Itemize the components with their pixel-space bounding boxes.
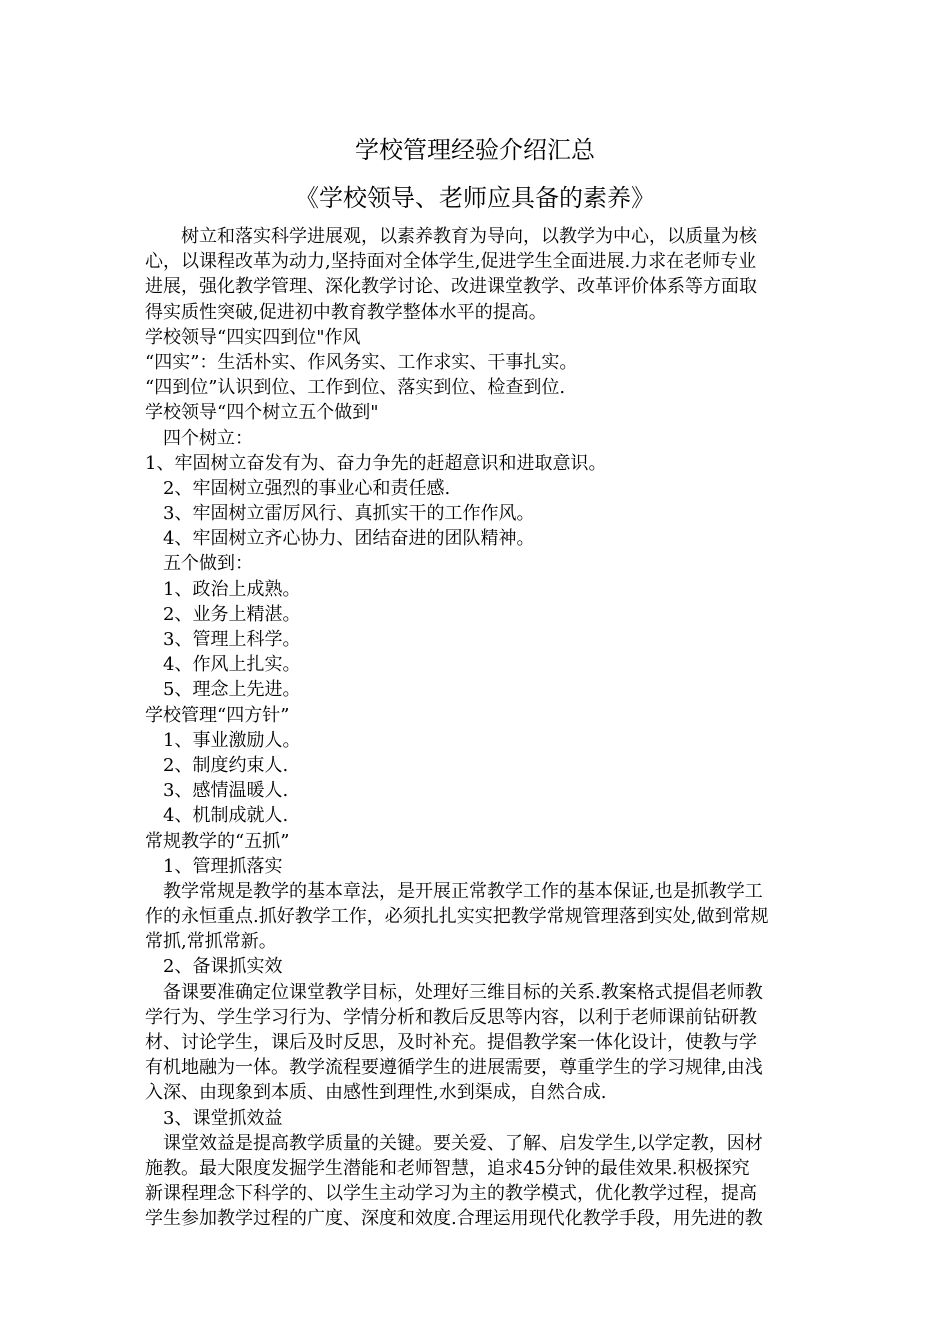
text-line: 3、牢固树立雷厉风行、真抓实干的工作作风。 (163, 503, 535, 525)
text-line: 2、业务上精湛。 (163, 603, 301, 625)
text-line: 有机地融为一体。教学流程要遵循学生的进展需要，尊重学生的学习规律,由浅 (145, 1057, 763, 1079)
text-line: 课堂效益是提高教学质量的关键。要关爱、了解、启发学生,以学定教，因材 (163, 1132, 763, 1154)
text-line: 学校管理“四方针” (145, 704, 290, 726)
document-subtitle: 《学校领导、老师应具备的素养》 (295, 184, 655, 212)
text-line: 进展，强化教学管理、深化教学讨论、改进课堂教学、改革评价体系等方面取 (145, 276, 757, 298)
text-line: 常抓,常抓常新。 (145, 931, 277, 953)
text-line: 4、机制成就人. (163, 805, 289, 827)
text-line: “四到位”认识到位、工作到位、落实到位、检查到位. (145, 377, 566, 399)
text-line: 作的永恒重点.抓好教学工作，必须扎扎实实把教学常规管理落到实处,做到常规 (145, 906, 769, 928)
text-line: 常规教学的“五抓” (145, 830, 290, 852)
text-line: 学校领导“四实四到位"作风 (145, 326, 361, 348)
text-line: 心，以课程改革为动力,坚持面对全体学生,促进学生全面进展.力求在老师专业 (145, 251, 757, 273)
text-line: 2、制度约束人. (163, 754, 289, 776)
text-line: 五个做到： (163, 553, 253, 575)
text-line: 树立和落实科学进展观，以素养教育为导向，以教学为中心，以质量为核 (181, 226, 757, 247)
text-line: 学行为、学生学习行为、学情分析和教后反思等内容，以利于老师课前钻研教 (145, 1006, 757, 1028)
text-line: 3、感情温暖人. (163, 780, 289, 802)
text-line: 备课要准确定位课堂教学目标，处理好三维目标的关系.教案格式提倡老师教 (163, 981, 763, 1003)
text-line: 1、事业激励人。 (163, 729, 301, 751)
text-line: 教学常规是教学的基本章法，是开展正常教学工作的基本保证,也是抓教学工 (163, 880, 763, 902)
text-line: 施教。最大限度发掘学生潜能和老师智慧，追求45分钟的最佳效果.积极探究 (145, 1157, 750, 1179)
text-line: 3、管理上科学。 (163, 629, 301, 650)
document-title: 学校管理经验介绍汇总 (355, 136, 595, 164)
text-line: 1、政治上成熟。 (163, 578, 301, 600)
text-line: 得实质性突破,促进初中教育教学整体水平的提高。 (145, 301, 547, 323)
text-line: 新课程理念下科学的、以学生主动学习为主的教学模式，优化教学过程，提高 (145, 1183, 757, 1205)
text-line: 3、课堂抓效益 (163, 1107, 283, 1129)
document-body (145, 224, 807, 1232)
text-line: 1、牢固树立奋发有为、奋力争先的赶超意识和进取意识。 (145, 452, 607, 474)
text-line: 入深、由现象到本质、由感性到理性,水到渠成，自然合成. (145, 1082, 607, 1104)
text-line: 2、备课抓实效 (163, 956, 283, 978)
text-line: 学生参加教学过程的广度、深度和效度.合理运用现代化教学手段，用先进的教 (145, 1208, 763, 1230)
text-line: 学校领导“四个树立五个做到" (145, 402, 379, 424)
text-line: 4、牢固树立齐心协力、团结奋进的团队精神。 (163, 528, 535, 550)
text-line: 4、作风上扎实。 (163, 654, 301, 676)
text-line: 2、牢固树立强烈的事业心和责任感. (163, 477, 451, 499)
text-line: 材、讨论学生，课后及时反思，及时补充。提倡教学案一体化设计，使教与学 (145, 1032, 757, 1053)
text-line: “四实”：生活朴实、作风务实、工作求实、干事扎实。 (145, 351, 578, 373)
text-line: 四个树立： (163, 427, 253, 449)
text-line: 1、管理抓落实 (163, 855, 283, 877)
text-line: 5、理念上先进。 (163, 679, 301, 701)
